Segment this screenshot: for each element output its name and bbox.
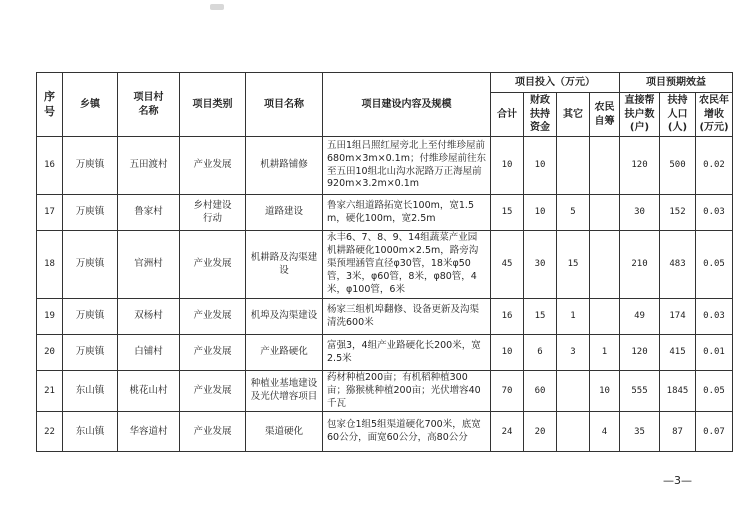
cell-farmer xyxy=(590,195,620,231)
cell-project-name: 机埠及沟渠建设 xyxy=(246,299,323,335)
table-row xyxy=(37,412,733,452)
cell-income: 0.01 xyxy=(696,335,733,371)
page-number: —3— xyxy=(663,474,692,487)
cell-other: 15 xyxy=(557,231,590,299)
cell-total: 10 xyxy=(491,335,524,371)
cell-fiscal: 20 xyxy=(524,412,557,452)
cell-other xyxy=(557,371,590,412)
header-fiscal: 财政 扶持 资金 xyxy=(524,93,557,137)
cell-category: 产业发展 xyxy=(180,412,246,452)
cell-seq: 16 xyxy=(37,137,63,195)
header-seq: 序号 xyxy=(37,73,63,137)
cell-content: 杨家三组机埠翻修、设备更新及沟渠清洗600米 xyxy=(323,299,491,335)
cell-project-name: 渠道硬化 xyxy=(246,412,323,452)
header-township: 乡镇 xyxy=(63,73,118,137)
cell-seq: 18 xyxy=(37,231,63,299)
cell-farmer xyxy=(590,137,620,195)
cell-seq: 22 xyxy=(37,412,63,452)
cell-content: 永丰6、7、8、9、14组蔬菜产业园机耕路硬化1000m×2.5m，路旁沟渠预埋涵管直径φ30管，18米φ50管，3米，φ60管，8米，φ80管，4米，φ100管，6米 xyxy=(323,231,491,299)
header-population: 扶持 人口 (人) xyxy=(660,93,696,137)
cell-other: 3 xyxy=(557,335,590,371)
cell-village: 官洲村 xyxy=(118,231,180,299)
cell-township: 万庾镇 xyxy=(63,195,118,231)
cell-income: 0.02 xyxy=(696,137,733,195)
cell-population: 415 xyxy=(660,335,696,371)
cell-seq: 17 xyxy=(37,195,63,231)
cell-project-name: 机耕路铺修 xyxy=(246,137,323,195)
cell-category: 产业发展 xyxy=(180,299,246,335)
cell-category: 产业发展 xyxy=(180,137,246,195)
cell-other xyxy=(557,137,590,195)
cell-total: 10 xyxy=(491,137,524,195)
cell-content: 鲁家六组道路拓宽长100m，宽1.5m，硬化100m，宽2.5m xyxy=(323,195,491,231)
cell-farmer xyxy=(590,231,620,299)
cell-project-name: 道路建设 xyxy=(246,195,323,231)
header-content: 项目建设内容及规模 xyxy=(323,73,491,137)
cell-content: 富强3，4组产业路硬化长200米，宽2.5米 xyxy=(323,335,491,371)
cell-income: 0.05 xyxy=(696,371,733,412)
cell-village: 五田渡村 xyxy=(118,137,180,195)
scan-artifact xyxy=(210,4,224,10)
cell-category: 产业发展 xyxy=(180,371,246,412)
header-category: 项目类别 xyxy=(180,73,246,137)
cell-income: 0.05 xyxy=(696,231,733,299)
cell-village: 桃花山村 xyxy=(118,371,180,412)
cell-content: 包家仓1组5组渠道硬化700米，底宽60公分，面宽60公分，高80公分 xyxy=(323,412,491,452)
cell-population: 500 xyxy=(660,137,696,195)
cell-households: 30 xyxy=(620,195,660,231)
cell-fiscal: 6 xyxy=(524,335,557,371)
cell-households: 49 xyxy=(620,299,660,335)
cell-project-name: 产业路硬化 xyxy=(246,335,323,371)
cell-farmer: 4 xyxy=(590,412,620,452)
cell-households: 35 xyxy=(620,412,660,452)
cell-households: 555 xyxy=(620,371,660,412)
cell-project-name: 机耕路及沟渠建设 xyxy=(246,231,323,299)
table-row xyxy=(37,335,733,371)
cell-farmer: 1 xyxy=(590,335,620,371)
header-row-1 xyxy=(37,73,733,93)
cell-township: 东山镇 xyxy=(63,371,118,412)
cell-fiscal: 30 xyxy=(524,231,557,299)
cell-category: 产业发展 xyxy=(180,231,246,299)
cell-income: 0.07 xyxy=(696,412,733,452)
cell-total: 16 xyxy=(491,299,524,335)
header-income: 农民年 增收 (万元) xyxy=(696,93,733,137)
cell-fiscal: 60 xyxy=(524,371,557,412)
cell-households: 210 xyxy=(620,231,660,299)
cell-fiscal: 15 xyxy=(524,299,557,335)
header-investment-group: 项目投入（万元） xyxy=(491,73,620,93)
cell-other xyxy=(557,412,590,452)
cell-content: 五田1组吕照红屋旁北上至付维珍屋前680m×3m×0.1m；付维珍屋前往东至五田10组北山沟水泥路万正海屋前920m×3.2m×0.1m xyxy=(323,137,491,195)
cell-township: 万庾镇 xyxy=(63,231,118,299)
cell-seq: 21 xyxy=(37,371,63,412)
cell-township: 万庾镇 xyxy=(63,299,118,335)
table-row xyxy=(37,371,733,412)
cell-farmer xyxy=(590,299,620,335)
table-row xyxy=(37,299,733,335)
cell-village: 鲁家村 xyxy=(118,195,180,231)
header-total: 合计 xyxy=(491,93,524,137)
cell-total: 45 xyxy=(491,231,524,299)
cell-category: 产业发展 xyxy=(180,335,246,371)
cell-village: 白铺村 xyxy=(118,335,180,371)
cell-project-name: 种植业基地建设及光伏增容项目 xyxy=(246,371,323,412)
cell-seq: 20 xyxy=(37,335,63,371)
header-project-name: 项目名称 xyxy=(246,73,323,137)
cell-content: 药材种植200亩；有机稻种植300亩；猕猴桃种植200亩；光伏增容40千瓦 xyxy=(323,371,491,412)
cell-other: 5 xyxy=(557,195,590,231)
cell-total: 24 xyxy=(491,412,524,452)
cell-population: 87 xyxy=(660,412,696,452)
header-other: 其它 xyxy=(557,93,590,137)
cell-seq: 19 xyxy=(37,299,63,335)
table-row xyxy=(37,195,733,231)
header-village: 项目村 名称 xyxy=(118,73,180,137)
cell-category: 乡村建设 行动 xyxy=(180,195,246,231)
header-households: 直接帮 扶户数 (户) xyxy=(620,93,660,137)
table-row xyxy=(37,137,733,195)
cell-fiscal: 10 xyxy=(524,137,557,195)
header-benefit-group: 项目预期效益 xyxy=(620,73,733,93)
cell-other: 1 xyxy=(557,299,590,335)
header-farmer: 农民 自筹 xyxy=(590,93,620,137)
cell-population: 483 xyxy=(660,231,696,299)
cell-total: 70 xyxy=(491,371,524,412)
cell-township: 东山镇 xyxy=(63,412,118,452)
table-row xyxy=(37,231,733,299)
cell-population: 174 xyxy=(660,299,696,335)
cell-fiscal: 10 xyxy=(524,195,557,231)
cell-income: 0.03 xyxy=(696,299,733,335)
cell-township: 万庾镇 xyxy=(63,137,118,195)
cell-farmer: 10 xyxy=(590,371,620,412)
cell-township: 万庾镇 xyxy=(63,335,118,371)
cell-village: 华容道村 xyxy=(118,412,180,452)
cell-households: 120 xyxy=(620,137,660,195)
project-table xyxy=(36,72,733,452)
cell-village: 双杨村 xyxy=(118,299,180,335)
cell-population: 152 xyxy=(660,195,696,231)
cell-total: 15 xyxy=(491,195,524,231)
cell-income: 0.03 xyxy=(696,195,733,231)
cell-households: 120 xyxy=(620,335,660,371)
cell-population: 1845 xyxy=(660,371,696,412)
